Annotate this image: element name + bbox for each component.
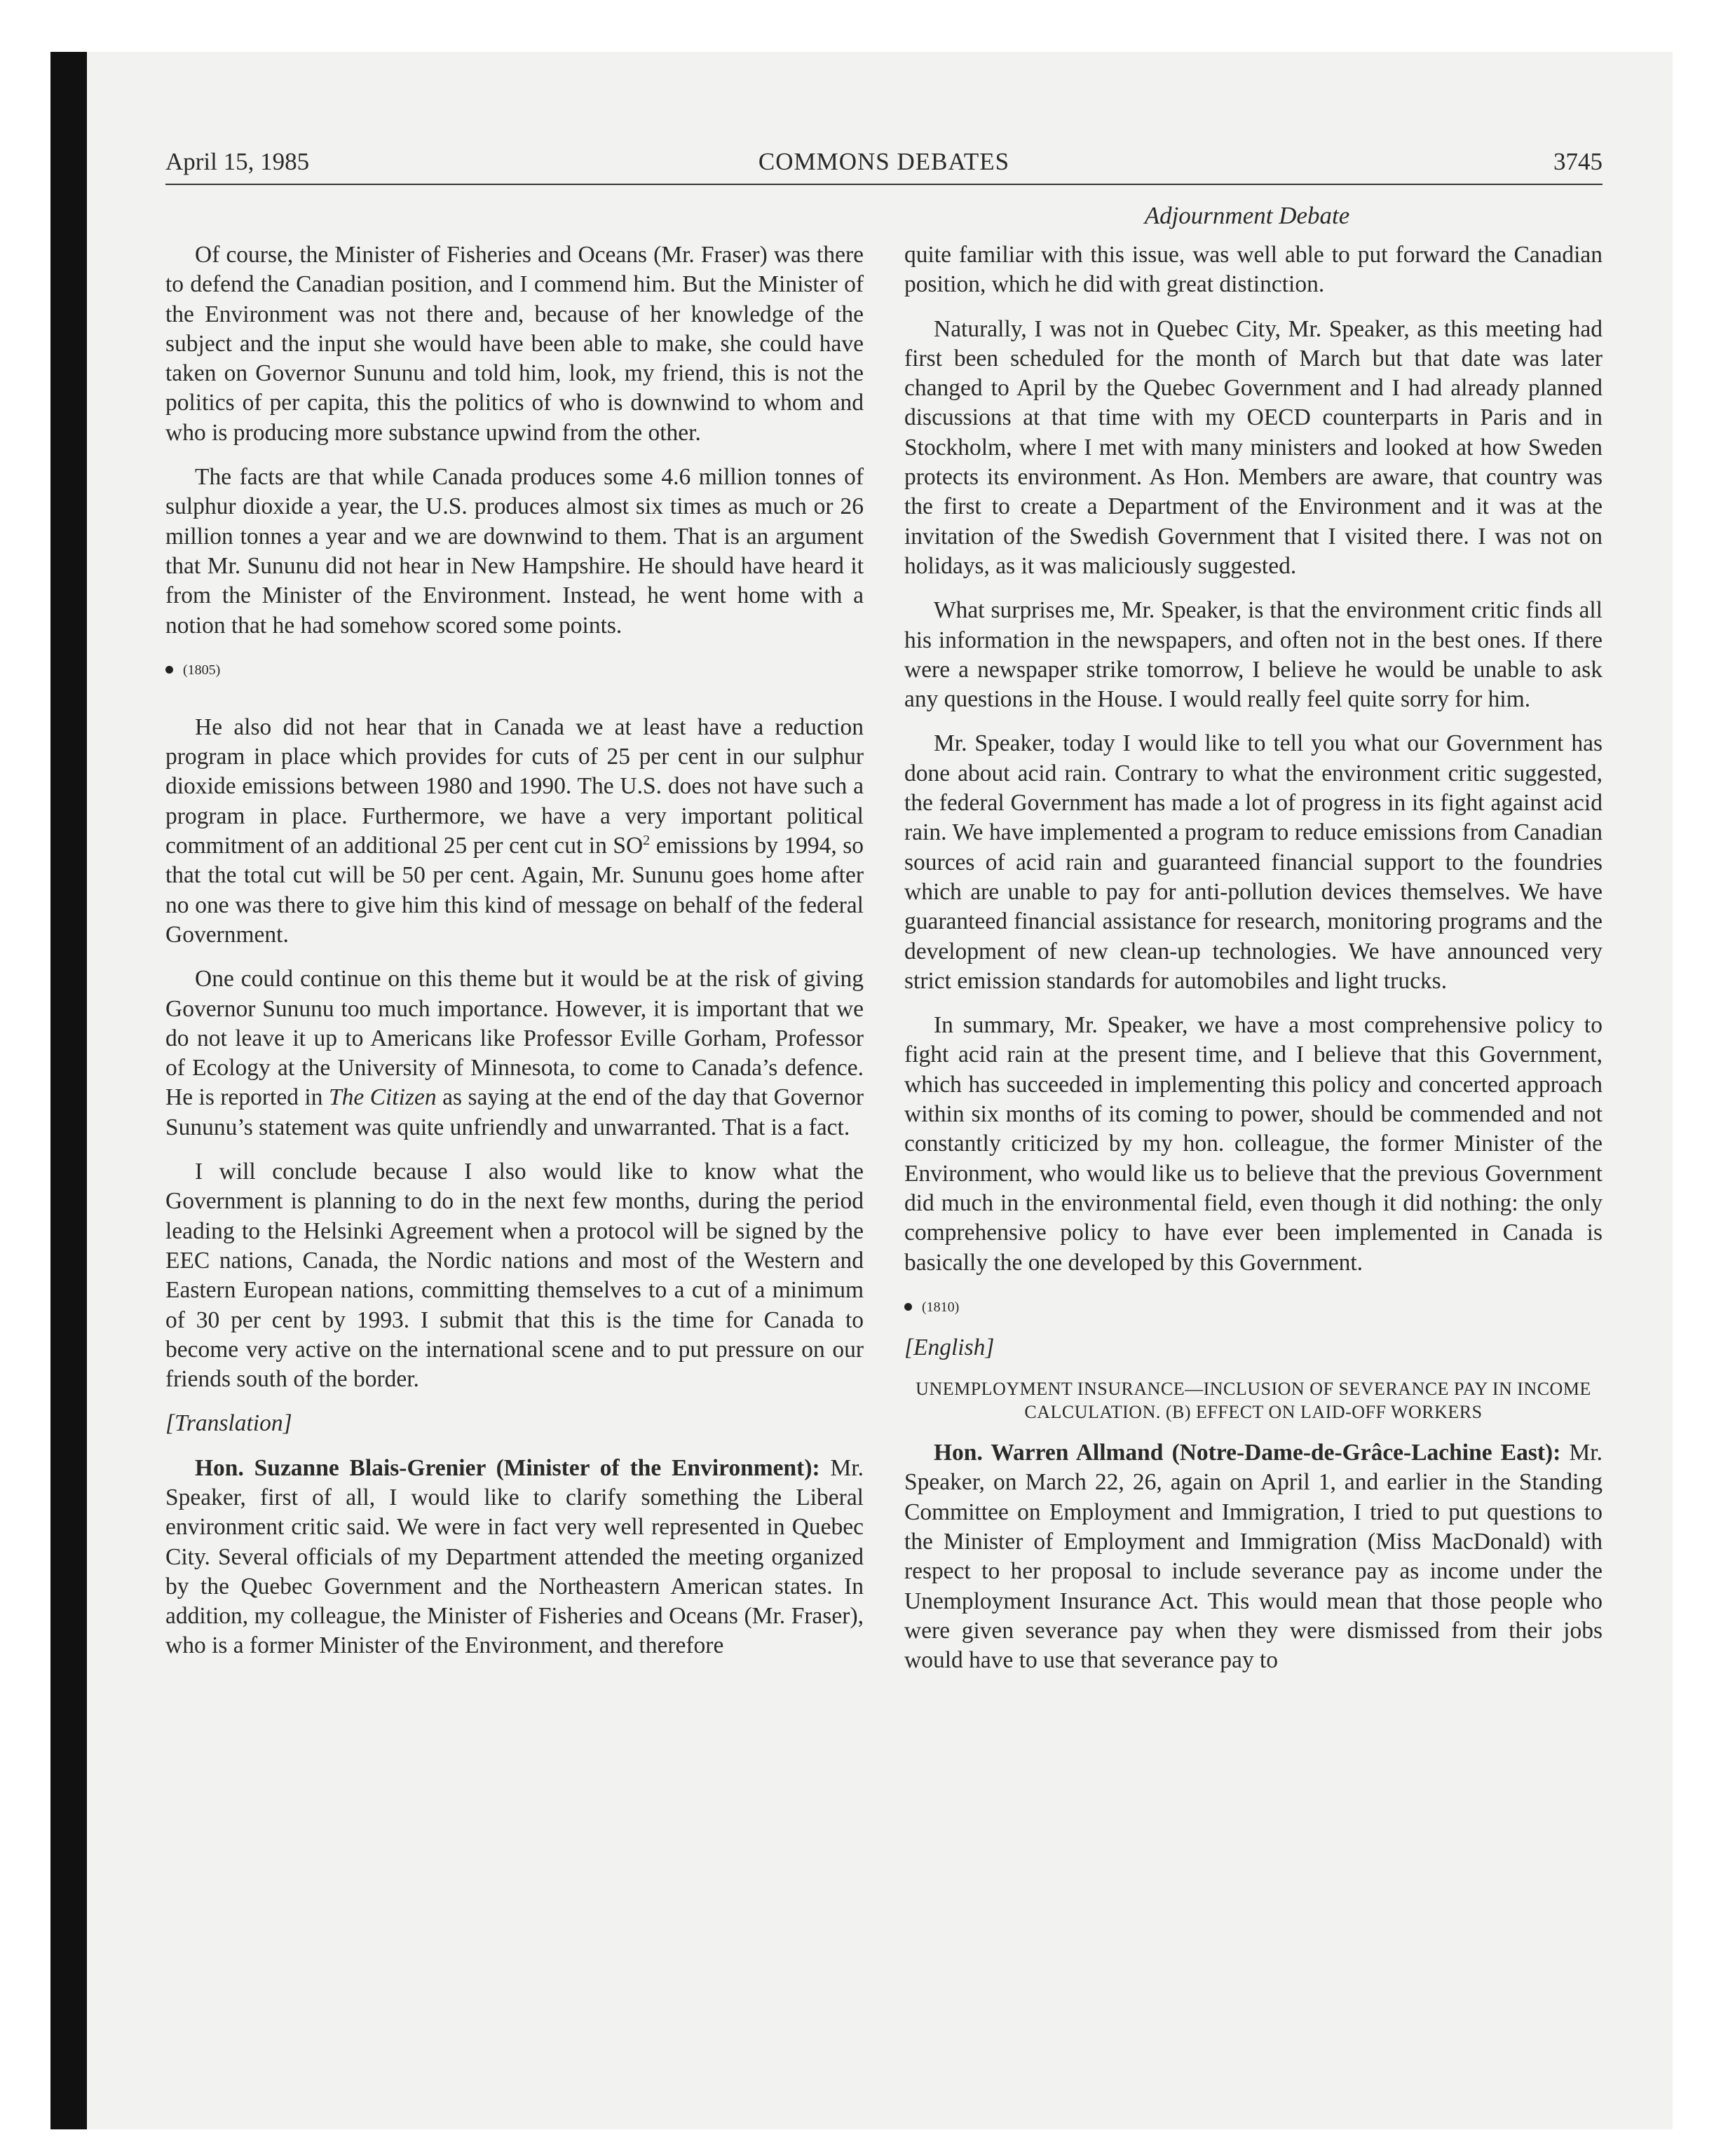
language-tag: [English] [904,1334,995,1360]
paragraph: Of course, the Minister of Fisheries and Oceans (Mr. Fraser) was there to defend the Canadian position, and I commend him. But the Minister of the Environment was not there and, because of her knowledge of the subject and the input she would have been able to make, she could have taken on Governor Sununu and told him, look, my friend, this is not the politics of per capita, this the politics of who is downwind to whom and who is producing more substance upwind from the other. [165,242,864,446]
left-column [165,240,864,1676]
paragraph-text: as saying at the end of the day that Governor Sununu’s statement was quite unfriendly and unwarranted. That is a fact. [165,1084,864,1140]
paragraph: I will conclude because I also would like to know what the Government is planning to do in the next few months, during the period leading to the Helsinki Agreement when a protocol will be signed by the EEC nations, Canada, the Nordic nations and most of the Western and Eastern European nations, committing themselves to a cut of a minimum of 30 per cent by 1993. I submit that this is the time for Canada to become very active on the international scene and to put pressure on our friends south of the border. [165,1159,864,1393]
paragraph [165,964,864,1142]
bullet-icon [904,1303,912,1311]
timestamp: (1810) [922,1299,960,1315]
paragraph-text: One could continue on this theme but it would be at the risk of giving Governor Sununu too much importance. However, it is important that we do not leave it up to Americans like Professor Eville Gorham, Professor of Ecology at the University of Minnesota, to come to Canada’s defence. He is reported in [165,966,864,1111]
header-date: April 15, 1985 [165,148,310,175]
paragraph: quite familiar with this issue, was well able to put forward the Canadian position, which he did with great distinction. [904,242,1603,298]
timestamp: (1805) [183,662,221,678]
scan-edge-shadow [50,52,87,2129]
paragraph [904,1438,1603,1675]
paragraph: The facts are that while Canada produces some 4.6 million tonnes of sulphur dioxide a year, the U.S. produces almost six times as much or 26 million tonnes a year and we are downwind to them. That is an argument that Mr. Sununu did not hear in New Hampshire. He should have heard it from the Minister of the Environment. Instead, he went home with a notion that he had somehow scored some points. [165,464,864,639]
header-title: COMMONS DEBATES [758,148,1010,175]
section-heading: Adjournment Debate [1144,202,1350,229]
paragraph-text: Mr. Speaker, on March 22, 26, again on April 1, and earlier in the Standing Committee on Employment and Immigration, I tried to put questions to the Minister of Employment and Immigration (Miss MacDonald) with respect to her proposal to include severance pay as income under the Unemployment Insurance Act. This would mean that those people who were given severance pay when they were dismissed from their jobs would have to use that severance pay to [904,1440,1603,1674]
superscript: 2 [643,832,651,848]
paragraph-text: Mr. Speaker, first of all, I would like to clarify something the Liberal environment critic said. We were in fact very well represented in Quebec City. Several officials of my Department attended the meeting organized by the Quebec Government and the Northeastern American states. In addition, my colleague, the Minister of Fisheries and Oceans (Mr. Fraser), who is a former Minister of the Environment, and therefore [165,1454,864,1659]
paragraph-text: emissions by 1994, so that the total cut will be 50 per cent. Again, Mr. Sununu goes home after no one was there to give him this kind of message on behalf of the federal Government. [165,833,864,948]
paragraph: In summary, Mr. Speaker, we have a most comprehensive policy to fight acid rain at the present time, and I believe that this Government, which has succeeded in implementing this policy and concerted approach within six months of its coming to power, should be commended and not constantly criticized by my hon. colleague, the former Minister of the Environment, who would like us to believe that the previous Government did much in the environmental field, even though it did nothing: the only comprehensive policy to have ever been implemented in Canada is basically the one developed by this Government. [904,1012,1603,1276]
speaker-name: Hon. Suzanne Blais-Grenier (Minister of the Environment): [195,1454,820,1481]
right-column [904,240,1603,1690]
newspaper-title: The Citizen [328,1084,437,1111]
bullet-icon [165,666,173,674]
paragraph: What surprises me, Mr. Speaker, is that the environment critic finds all his information in the newspapers, and often not in the best ones. If there were a newspaper strike tomorrow, I believe he would be unable to ask any questions in the House. I would really feel quite sorry for him. [904,597,1603,713]
paragraph: Mr. Speaker, today I would like to tell you what our Government has done about acid rain. Contrary to what the environment critic suggested, the federal Government has made a lot of progress in its fight against acid rain. We have implemented a program to reduce emissions from Canadian sources of acid rain and guaranteed financial support to the foundries which are unable to pay for anti-pollution devices themselves. We have guaranteed financial assistance for research, monitoring programs and the development of new clean-up technologies. We have announced very strict emission standards for automobiles and light trucks. [904,730,1603,994]
header-page-number: 3745 [1553,148,1603,175]
paragraph: Naturally, I was not in Quebec City, Mr. Speaker, as this meeting had first been scheduled for the month of March but that date was later changed to April by the Quebec Government and I had already planned discussions at that time with my OECD counterparts in Paris and in Stockholm, where I met with many ministers and looked at how Sweden protects its environment. As Hon. Members are aware, that country was the first to create a Department of the Environment and it was at the invitation of the Swedish Government that I visited there. I was not on holidays, as it was maliciously suggested. [904,315,1603,579]
speaker-name: Hon. Warren Allmand (Notre-Dame-de-Grâce-Lachine East): [934,1440,1561,1466]
paragraph [165,713,864,950]
timestamp-marker [165,655,864,685]
timestamp-marker [904,1292,1603,1322]
page-header [165,144,1603,185]
debate-subheading: UNEMPLOYMENT INSURANCE—INCLUSION OF SEVERANCE PAY IN INCOME CALCULATION. (B) EFFECT ON LAID-OFF WORKERS [916,1379,1591,1423]
paragraph-text: He also did not hear that in Canada we at least have a reduction program in place which provides for cuts of 25 per cent in our sulphur dioxide emissions between 1980 and 1990. The U.S. does not have such a program in place. Furthermore, we have a very important political commitment of an additional 25 per cent cut in SO [165,714,864,859]
translation-tag: [Translation] [165,1410,292,1437]
paragraph [165,1454,864,1661]
